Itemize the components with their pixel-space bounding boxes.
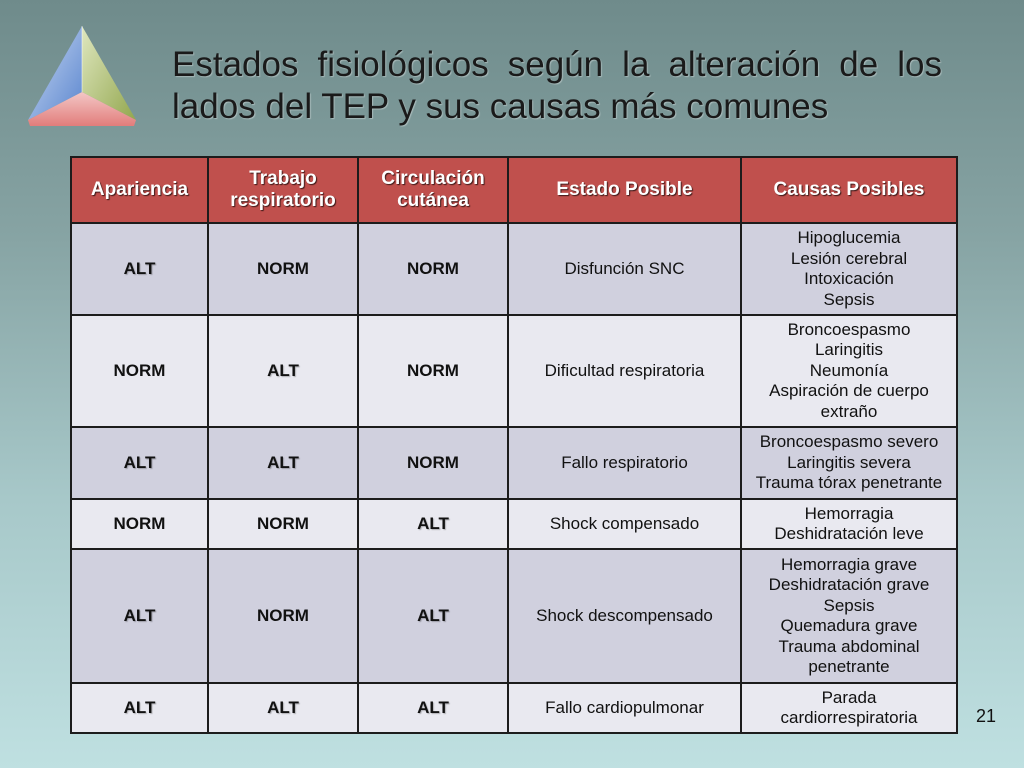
cause-item: Intoxicación [804,269,894,288]
cell-apariencia: ALT [71,223,208,315]
cell-apariencia: ALT [71,683,208,733]
cause-item: Parada [821,687,877,707]
cause-item: Hemorragia [804,503,894,523]
cell-circulacion: NORM [358,223,508,315]
table-row [71,499,957,549]
cause-item: Broncoespasmo severo [759,432,939,452]
cell-causas [741,427,957,499]
table-row [71,549,957,683]
cause-item: Hemorragia grave [780,554,918,574]
cause-item: Laringitis severa [787,452,911,472]
cell-causas [741,549,957,683]
cell-circulacion: ALT [358,499,508,549]
cell-trabajo: ALT [208,427,358,499]
cause-item: Quemadura grave [780,616,918,635]
cell-estado: Fallo respiratorio [508,427,741,499]
table-row [71,315,957,427]
cause-item: penetrante [808,657,890,676]
cell-circulacion: ALT [358,683,508,733]
cell-circulacion: NORM [358,315,508,427]
cell-apariencia: NORM [71,315,208,427]
cause-item: Sepsis [823,289,875,309]
tep-table [70,156,958,734]
cause-item: cardiorrespiratoria [780,708,918,727]
cell-estado: Disfunción SNC [508,223,741,315]
cause-item: Lesión cerebral [790,248,908,268]
cell-causas [741,499,957,549]
cause-item: Aspiración de cuerpo [769,381,929,401]
cell-estado: Shock compensado [508,499,741,549]
header-causas-posibles: Causas Posibles [741,157,957,223]
cell-causas [741,315,957,427]
cell-estado: Shock descompensado [508,549,741,683]
cell-causas [741,223,957,315]
cell-trabajo: NORM [208,223,358,315]
page-number: 21 [976,706,997,726]
cause-item: Trauma tórax penetrante [755,473,943,493]
table-row [71,223,957,315]
cause-item: extraño [820,401,878,421]
table-header-row [71,157,957,223]
cause-item: Deshidratación grave [768,575,930,594]
cell-estado: Fallo cardiopulmonar [508,683,741,733]
header-trabajo-respiratorio: Trabajo respiratorio [208,157,358,223]
cell-trabajo: ALT [208,683,358,733]
cause-item: Neumonía [809,360,889,380]
cell-estado: Dificultad respiratoria [508,315,741,427]
cause-item: Deshidratación leve [774,524,924,543]
header-circulacion-cutanea: Circulación cutánea [358,157,508,223]
cause-item: Sepsis [823,595,875,615]
cause-item: Trauma abdominal [778,636,920,656]
cell-apariencia: NORM [71,499,208,549]
cell-apariencia: ALT [71,549,208,683]
cell-circulacion: ALT [358,549,508,683]
header-apariencia: Apariencia [71,157,208,223]
slide-title: Estados fisiológicos según la alteración de los lados del TEP y sus causas más comunes [172,45,942,126]
header-estado-posible: Estado Posible [508,157,741,223]
cause-item: Hipoglucemia [797,228,901,247]
table-row [71,427,957,499]
table-row [71,683,957,733]
cell-trabajo: NORM [208,549,358,683]
cause-item: Laringitis [814,340,884,360]
cell-trabajo: NORM [208,499,358,549]
cell-trabajo: ALT [208,315,358,427]
cell-circulacion: NORM [358,427,508,499]
cell-causas [741,683,957,733]
cause-item: Broncoespasmo [787,319,911,339]
cell-apariencia: ALT [71,427,208,499]
triangle-logo-icon [26,24,138,128]
